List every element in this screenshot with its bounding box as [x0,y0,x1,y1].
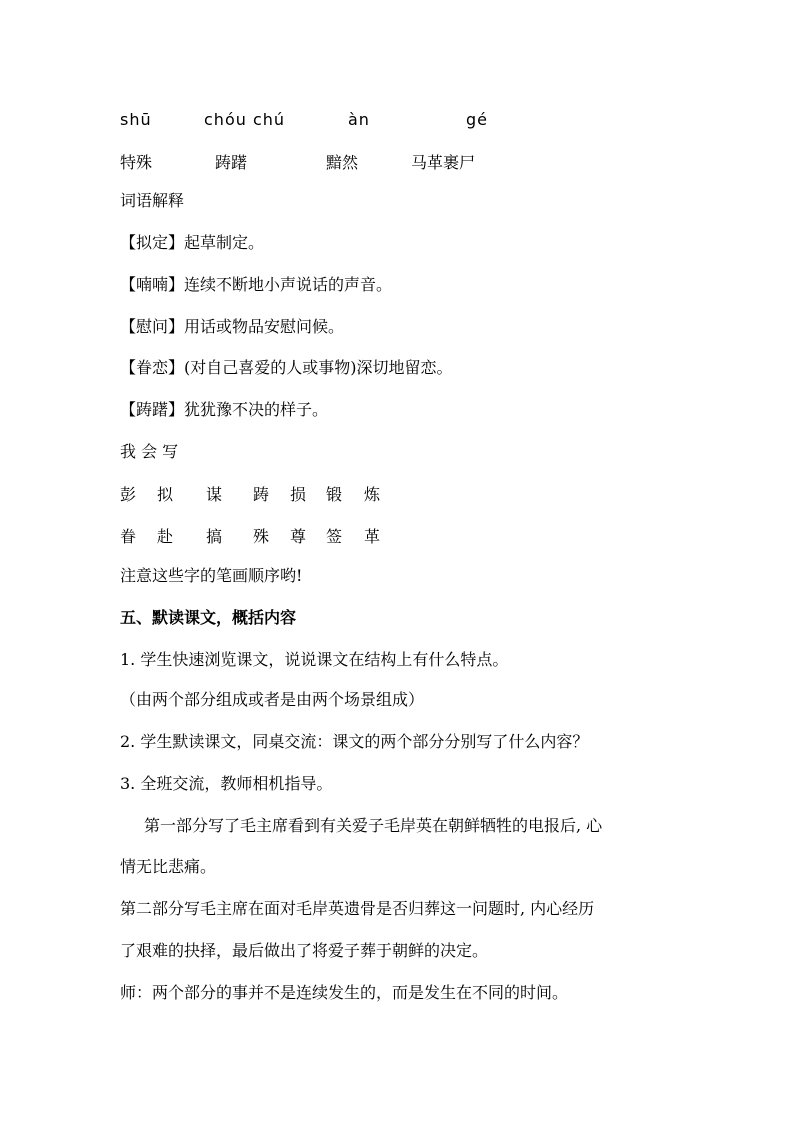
item-2: 2. 学生默读课文，同桌交流：课文的两个部分分别写了什么内容？ [120,732,589,751]
item-1-answer: （由两个部分组成或者是由两个场景组成） [120,690,425,709]
write-row-1 [0,482,794,504]
write-char: 赴 [157,527,174,546]
paragraph-1-line-2: 情无比悲痛。 [120,857,217,876]
write-char: 锻 [326,485,343,504]
words-row [0,150,794,172]
write-char: 彭 [120,485,137,504]
write-char: 签 [326,527,343,546]
paragraph-1-line-1: 第一部分写了毛主席看到有关爱子毛岸英在朝鲜牺牲的电报后, 心 [144,816,603,835]
pinyin-row [0,110,794,132]
write-char: 炼 [364,485,381,504]
paragraph-2-line-2: 了艰难的抉择，最后做出了将爱子葬于朝鲜的决定。 [120,941,489,960]
write-char: 尊 [290,527,307,546]
write-char: 搞 [206,527,223,546]
write-row-2 [0,524,794,546]
word-mageguoshi: 马革裹尸 [411,153,476,172]
paragraph-2-line-1: 第二部分写毛主席在面对毛岸英遗骨是否归葬这一问题时, 内心经历 [120,899,595,918]
write-char: 眷 [120,527,137,546]
write-char: 殊 [253,527,270,546]
teacher-note: 师：两个部分的事并不是连续发生的，而是发生在不同的时间。 [120,983,569,1002]
write-char: 革 [364,527,381,546]
vocab-item-nannan: 【喃喃】连续不断地小声说话的声音。 [120,275,393,294]
pinyin-shu: shū [120,110,152,129]
stroke-order-note: 注意这些字的笔画顺序哟! [120,566,303,585]
write-char: 损 [290,485,307,504]
write-heading: 我 会 写 [120,442,179,461]
write-char: 谋 [206,485,223,504]
write-char: 拟 [157,485,174,504]
vocab-item-chouchu: 【踌躇】犹犹豫不决的样子。 [120,400,329,419]
word-chouchu: 踌躇 [215,153,248,172]
pinyin-an: àn [348,110,370,129]
write-char: 踌 [253,485,270,504]
vocab-item-juanlian: 【眷恋】(对自己喜爱的人或事物)深切地留恋。 [120,358,453,377]
item-1: 1. 学生快速浏览课文，说说课文在结构上有什么特点。 [120,650,509,669]
section5-title: 五、默读课文，概括内容 [120,608,297,627]
word-teshu: 特殊 [120,153,153,172]
pinyin-ge: gé [466,110,488,129]
word-anran: 黯然 [326,153,359,172]
item-3: 3. 全班交流，教师相机指导。 [120,774,333,793]
pinyin-chouchu: chóu chú [204,110,286,129]
vocab-heading: 词语解释 [120,191,185,210]
vocab-item-weiwen: 【慰问】用话或物品安慰问候。 [120,317,345,336]
vocab-item-niding: 【拟定】起草制定。 [120,233,265,252]
